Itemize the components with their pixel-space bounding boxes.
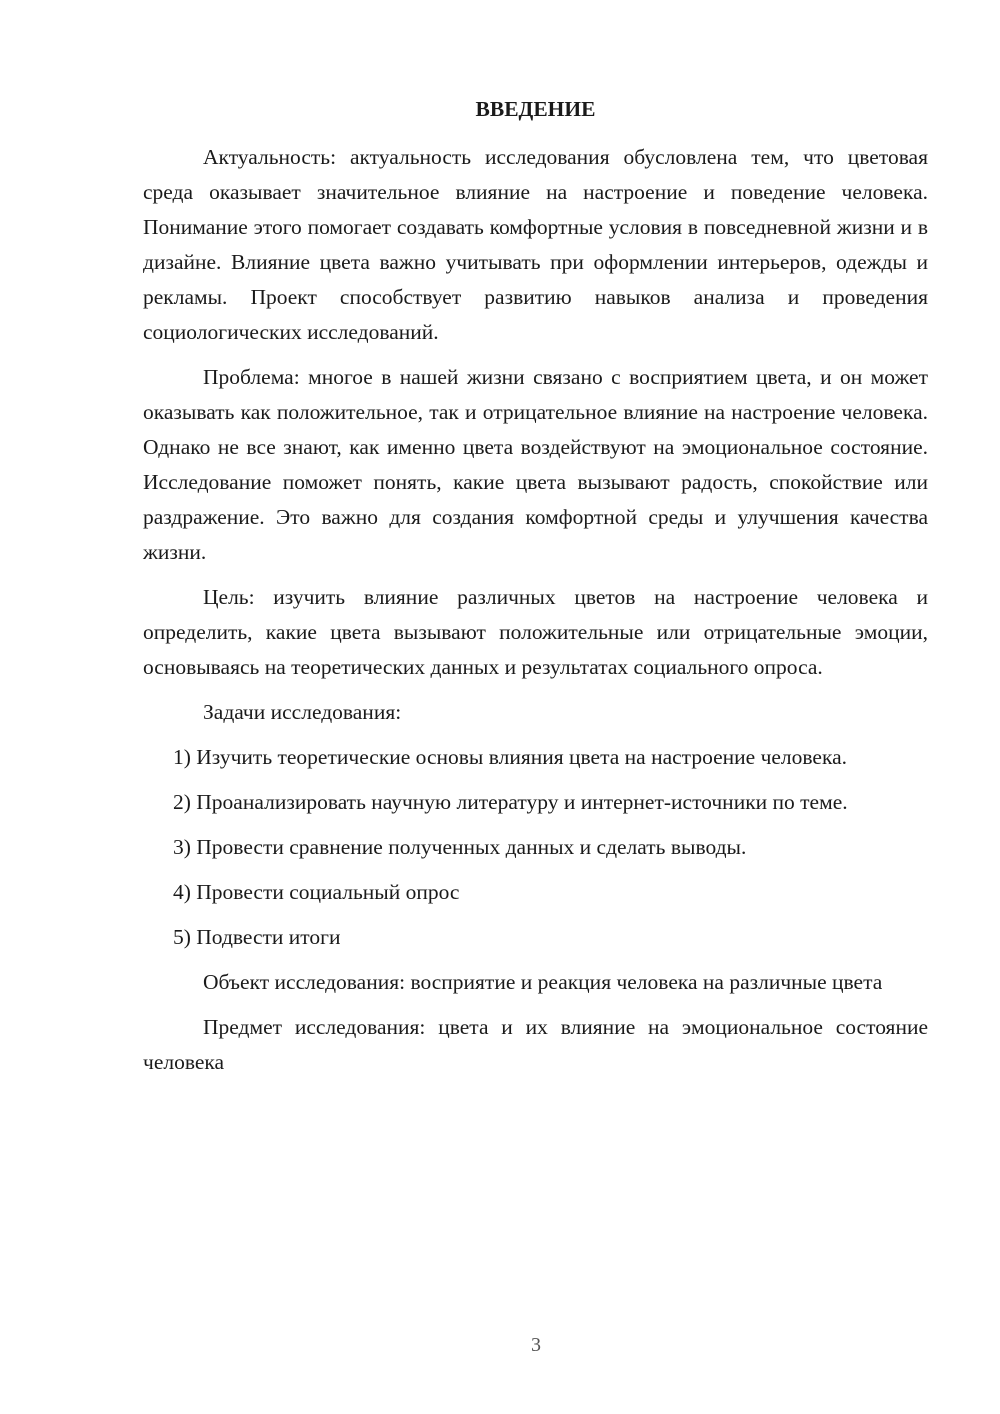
section-title: ВВЕДЕНИЕ <box>475 97 596 121</box>
paragraph-subject: Предмет исследования: цвета и их влияние на эмоциональное состояние человека <box>143 1015 928 1074</box>
page-content <box>143 94 928 1090</box>
paragraph-problem: Проблема: многое в нашей жизни связано с восприятием цвета, и он может оказывать как положительное, так и отрицательное влияние на настроение человека. Однако не все знают, как именно цвета воздействуют на эмоциональное состояние. Исследование поможет понять, какие цвета вызывают радость, спокойствие или раздражение. Это важно для создания комфортной среды и улучшения качества жизни. <box>143 365 928 564</box>
task-item-5: 5) Подвести итоги <box>173 925 341 949</box>
tasks-heading: Задачи исследования: <box>203 700 402 724</box>
task-item-1: 1) Изучить теоретические основы влияния цвета на настроение человека. <box>173 745 848 769</box>
task-item-3: 3) Провести сравнение полученных данных и сделать выводы. <box>173 835 747 859</box>
page-number: 3 <box>531 1334 541 1356</box>
paragraph-goal: Цель: изучить влияние различных цветов на настроение человека и определить, какие цвета вызывают положительные или отрицательные эмоции, основываясь на теоретических данных и результатах социального опроса. <box>143 585 928 679</box>
task-item-4: 4) Провести социальный опрос <box>173 880 460 904</box>
paragraph-relevance: Актуальность: актуальность исследования обусловлена тем, что цветовая среда оказывает значительное влияние на настроение и поведение человека. Понимание этого помогает создавать комфортные условия в повседневной жизни и в дизайне. Влияние цвета важно учитывать при оформлении интерьеров, одежды и рекламы. Проект способствует развитию навыков анализа и проведения социологических исследований. <box>143 145 928 344</box>
task-item-2: 2) Проанализировать научную литературу и интернет-источники по теме. <box>173 790 848 814</box>
paragraph-object: Объект исследования: восприятие и реакция человека на различные цвета <box>203 970 883 994</box>
